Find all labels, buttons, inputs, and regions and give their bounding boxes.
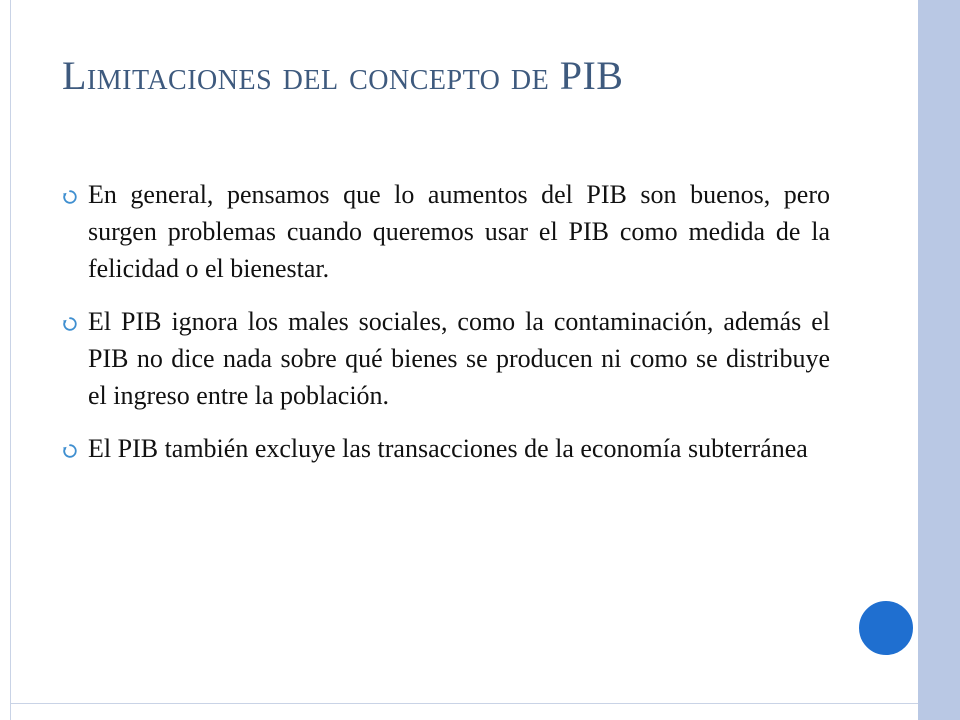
- frame-bottom-line: [10, 703, 920, 704]
- bullet-item: [60, 176, 830, 287]
- circular-arrow-bullet-icon: [62, 316, 78, 332]
- accent-circle: [856, 598, 916, 658]
- frame-left-line: [10, 0, 11, 720]
- circular-arrow-bullet-icon: [62, 189, 78, 205]
- bullet-item: [60, 430, 830, 467]
- circular-arrow-bullet-icon: [62, 443, 78, 459]
- bullet-list: [60, 176, 830, 483]
- decorative-stripe-bar: [918, 0, 960, 720]
- bullet-item: [60, 303, 830, 414]
- bullet-text: El PIB ignora los males sociales, como la contaminación, además el PIB no dice nada sobre qué bienes se producen ni como se distribuye el ingreso entre la población.: [88, 307, 830, 410]
- slide-title: Limitaciones del concepto de PIB: [62, 53, 624, 98]
- bullet-text: En general, pensamos que lo aumentos del PIB son buenos, pero surgen problemas cuando queremos usar el PIB como medida de la felicidad o el bienestar.: [88, 180, 830, 283]
- bullet-text: El PIB también excluye las transacciones de la economía subterránea: [88, 434, 808, 463]
